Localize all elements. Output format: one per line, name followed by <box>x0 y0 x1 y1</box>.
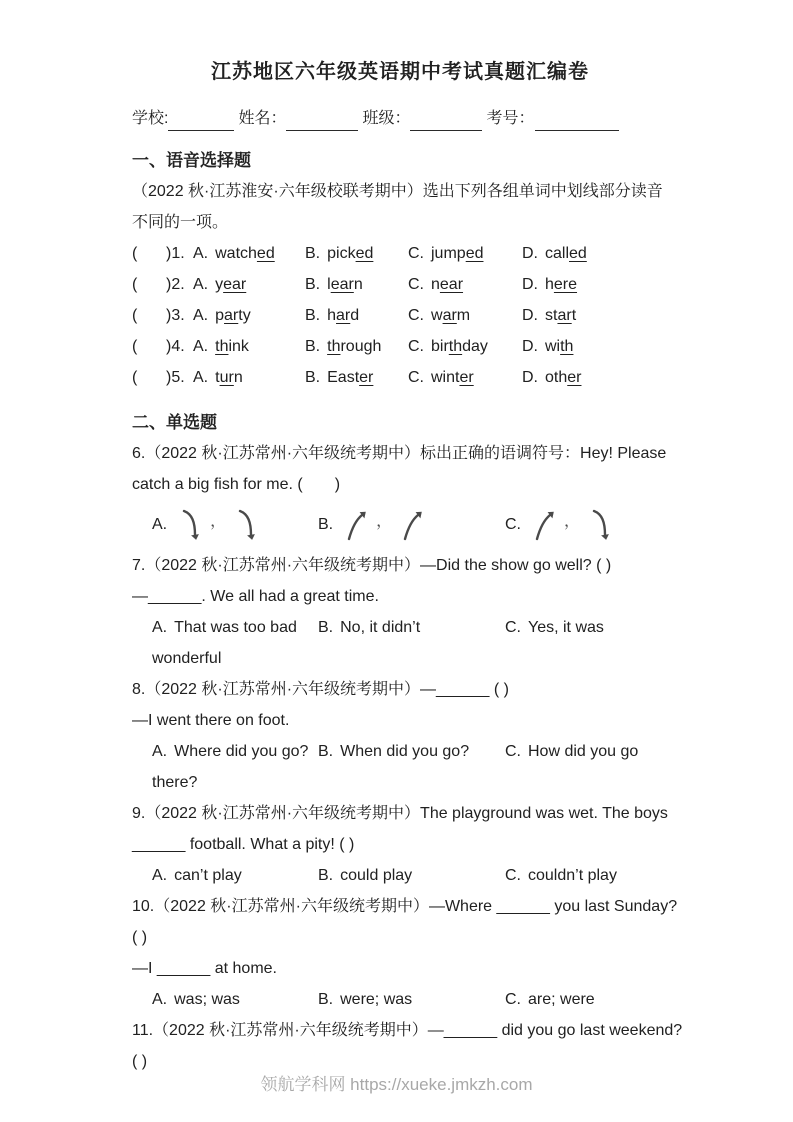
word: jumped <box>431 245 484 262</box>
q10-option-c: C. are; were <box>505 991 595 1008</box>
word: warm <box>431 307 471 324</box>
q10-options <box>132 984 668 1015</box>
phonetic-row-3 <box>132 300 668 331</box>
name-field <box>238 107 358 131</box>
word: Easter <box>327 369 374 386</box>
name-label: 姓名： <box>238 110 287 127</box>
q10-line1: 10.（2022 秋·江苏常州·六年级统考期中）—Where ______ you last Sunday? <box>132 898 678 915</box>
q6-option-c: C. ， <box>505 506 616 543</box>
q7-option-c-continuation: wonderful <box>152 650 222 667</box>
page-title: 江苏地区六年级英语期中考试真题汇编卷 <box>211 61 589 83</box>
q8-option-a: A. Where did you go? <box>152 743 309 760</box>
word: winter <box>431 369 474 386</box>
site-watermark: 领航学科网 https://xueke.jmkzh.com <box>260 1075 533 1094</box>
exam-number-field <box>486 107 618 131</box>
word: hard <box>327 307 360 324</box>
option-b: B. learn <box>305 276 363 293</box>
section2-heading: 二、单选题 <box>132 413 217 432</box>
phonetic-row-2 <box>132 269 668 300</box>
option-a: A. year <box>193 276 247 293</box>
q6-option-b: B. ， <box>318 506 505 543</box>
section1-intro-line2: 不同的一项。 <box>132 214 229 231</box>
word: other <box>545 369 582 386</box>
word: birthday <box>431 338 488 355</box>
option-b: B. through <box>305 338 382 355</box>
section1-intro-line1: （2022 秋·江苏淮安·六年级校联考期中）选出下列各组单词中划线部分读音 <box>132 183 663 200</box>
q6-line1: 6.（2022 秋·江苏常州·六年级统考期中）标出正确的语调符号：Hey! Please <box>132 445 667 462</box>
word: think <box>215 338 249 355</box>
answer-bracket: ( <box>132 338 138 355</box>
class-field <box>362 107 482 131</box>
word: party <box>215 307 251 324</box>
question-number: )5. <box>166 369 185 386</box>
q7-option-a: A. That was too bad <box>152 619 297 636</box>
question-number: )3. <box>166 307 185 324</box>
q7-options <box>132 612 668 643</box>
q8-line2: —I went there on foot. <box>132 712 290 729</box>
exam-number-label: 考号： <box>486 110 535 127</box>
student-info-row <box>132 107 668 131</box>
q6-options <box>132 501 668 548</box>
q10-option-a: A. was; was <box>152 991 240 1008</box>
option-b: B. hard <box>305 307 360 324</box>
q8-option-c-continuation: there? <box>152 774 198 791</box>
comma: ， <box>376 513 393 530</box>
q7-line1: 7.（2022 秋·江苏常州·六年级统考期中）—Did the show go well? ( ) <box>132 557 612 574</box>
phonetic-row-4 <box>132 331 668 362</box>
phonetic-row-1 <box>132 238 668 269</box>
q10-answer-bracket: ( ) <box>132 929 148 946</box>
answer-bracket: ( <box>132 276 138 293</box>
exam-number-blank-line <box>535 113 619 131</box>
word: here <box>545 276 578 293</box>
word: year <box>215 276 247 293</box>
option-c: C. near <box>408 276 464 293</box>
q7-line2: —______. We all had a great time. <box>132 588 379 605</box>
class-blank-line <box>410 113 482 131</box>
phonetic-row-5 <box>132 362 668 393</box>
name-blank-line <box>286 113 358 131</box>
falling-intonation-arrow-icon <box>589 507 611 543</box>
q9-line2: ______ football. What a pity! ( ) <box>132 836 355 853</box>
falling-intonation-arrow-icon <box>235 507 257 543</box>
word: turn <box>215 369 243 386</box>
q7-option-b: B. No, it didn’t <box>318 619 421 636</box>
option-c: C. winter <box>408 369 474 386</box>
q7-option-c: C. Yes, it was <box>505 619 604 636</box>
comma: ， <box>210 513 227 530</box>
option-a: A. think <box>193 338 249 355</box>
q9-option-b: B. could play <box>318 867 413 884</box>
q8-line1: 8.（2022 秋·江苏常州·六年级统考期中）—______ ( ) <box>132 681 509 698</box>
word: watched <box>215 245 275 262</box>
word: start <box>545 307 577 324</box>
q9-option-c: C. couldn’t play <box>505 867 617 884</box>
section1-heading: 一、语音选择题 <box>132 151 251 170</box>
q8-option-b: B. When did you go? <box>318 743 470 760</box>
q9-options <box>132 860 668 891</box>
rising-intonation-arrow-icon <box>345 507 367 543</box>
word: called <box>545 245 587 262</box>
word: learn <box>327 276 363 293</box>
school-label: 学校: <box>132 110 169 127</box>
q9-option-a: A. can’t play <box>152 867 242 884</box>
option-b: B. Easter <box>305 369 374 386</box>
q8-options <box>132 736 668 767</box>
question-number: )1. <box>166 245 185 262</box>
option-d: D. start <box>522 307 577 324</box>
option-a: A. turn <box>193 369 243 386</box>
answer-bracket: ( <box>132 245 138 262</box>
q8-option-c: C. How did you go <box>505 743 639 760</box>
class-label: 班级： <box>362 110 411 127</box>
question-number: )4. <box>166 338 185 355</box>
option-a: A. watched <box>193 245 275 262</box>
word: with <box>545 338 574 355</box>
school-field <box>132 107 234 131</box>
question-number: )2. <box>166 276 185 293</box>
q6-option-a: A. ， <box>152 506 318 543</box>
option-b: B. picked <box>305 245 374 262</box>
q11-line1: 11.（2022 秋·江苏常州·六年级统考期中）—______ did you go last weekend? <box>132 1022 683 1039</box>
option-d: D. here <box>522 276 578 293</box>
option-c: C. birthday <box>408 338 488 355</box>
option-d: D. other <box>522 369 582 386</box>
rising-intonation-arrow-icon <box>533 507 555 543</box>
rising-intonation-arrow-icon <box>401 507 423 543</box>
q10-line3: —I ______ at home. <box>132 960 277 977</box>
option-d: D. called <box>522 245 587 262</box>
q10-option-b: B. were; was <box>318 991 413 1008</box>
option-d: D. with <box>522 338 574 355</box>
q9-line1: 9.（2022 秋·江苏常州·六年级统考期中）The playground was wet. The boys <box>132 805 668 822</box>
word: near <box>431 276 464 293</box>
word: through <box>327 338 382 355</box>
q6-line2: catch a big fish for me. ( ) <box>132 476 341 493</box>
answer-bracket: ( <box>132 369 138 386</box>
option-c: C. warm <box>408 307 471 324</box>
school-blank-line <box>168 113 234 131</box>
answer-bracket: ( <box>132 307 138 324</box>
q11-answer-bracket: ( ) <box>132 1053 148 1070</box>
word: picked <box>327 245 374 262</box>
option-a: A. party <box>193 307 251 324</box>
comma: ， <box>564 513 581 530</box>
falling-intonation-arrow-icon <box>179 507 201 543</box>
option-c: C. jumped <box>408 245 484 262</box>
